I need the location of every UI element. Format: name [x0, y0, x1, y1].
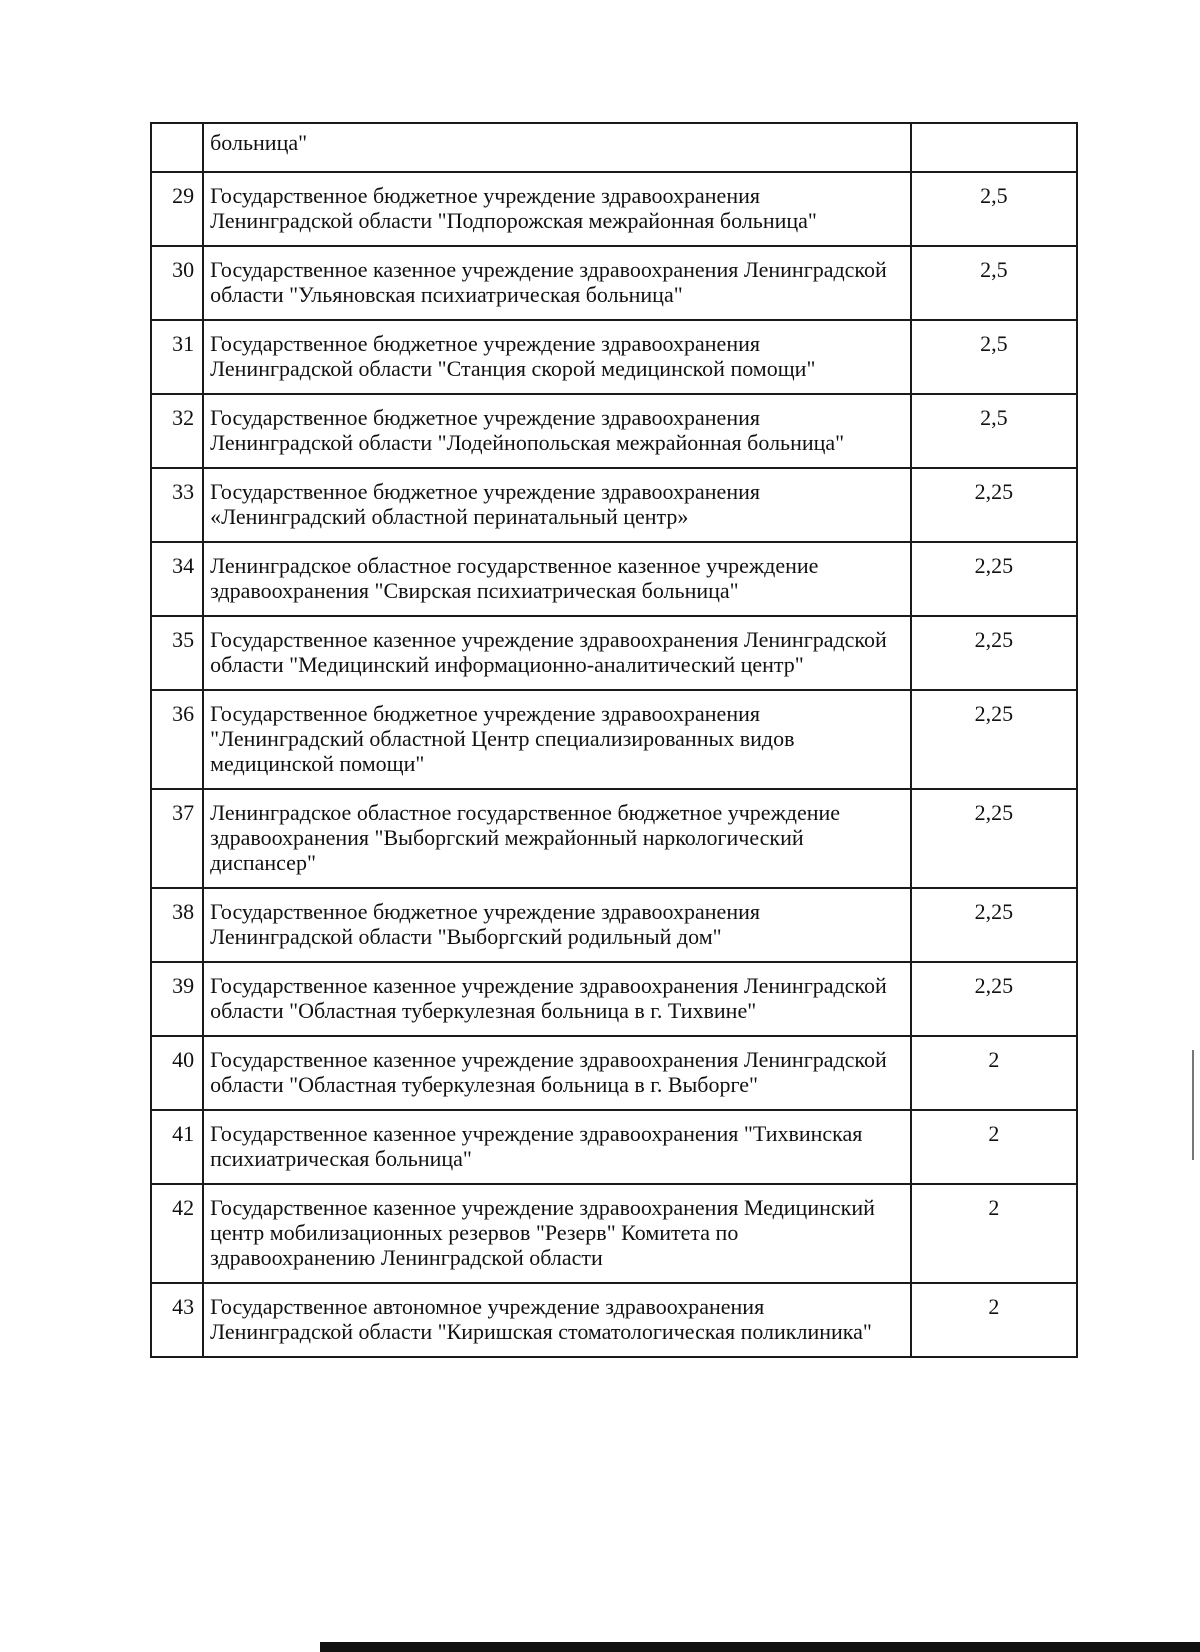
table-row — [151, 468, 1077, 542]
row-number: 32 — [151, 394, 203, 468]
coefficient-value: 2,5 — [911, 320, 1077, 394]
institution-name: Государственное казенное учреждение здравоохранения Медицинский центр мобилизационных резервов "Резерв" Комитета по здравоохранению Ленинградской области — [203, 1184, 911, 1283]
row-number: 38 — [151, 888, 203, 962]
row-number: 42 — [151, 1184, 203, 1283]
coefficient-value: 2,25 — [911, 542, 1077, 616]
coefficient-value: 2 — [911, 1110, 1077, 1184]
row-number: 30 — [151, 246, 203, 320]
table-row — [151, 1036, 1077, 1110]
table-row — [151, 394, 1077, 468]
institution-name: Государственное бюджетное учреждение здравоохранения Ленинградской области "Выборгский родильный дом" — [203, 888, 911, 962]
row-number — [151, 123, 203, 172]
coefficient-value: 2,25 — [911, 468, 1077, 542]
table-row — [151, 1110, 1077, 1184]
table-row — [151, 690, 1077, 789]
scan-bottom-bar — [320, 1642, 1200, 1652]
institution-name: больница" — [203, 123, 911, 172]
institution-name: Государственное бюджетное учреждение здравоохранения "Ленинградский областной Центр специализированных видов медицинской помощи" — [203, 690, 911, 789]
row-number: 37 — [151, 789, 203, 888]
coefficient-value: 2,25 — [911, 616, 1077, 690]
table-row — [151, 789, 1077, 888]
coefficient-value: 2,25 — [911, 690, 1077, 789]
coefficient-value: 2 — [911, 1036, 1077, 1110]
table-row — [151, 888, 1077, 962]
coefficient-value: 2 — [911, 1283, 1077, 1357]
row-number: 43 — [151, 1283, 203, 1357]
institutions-table — [150, 122, 1078, 1358]
institution-name: Государственное бюджетное учреждение здравоохранения Ленинградской области "Лодейнопольская межрайонная больница" — [203, 394, 911, 468]
institution-name: Государственное казенное учреждение здравоохранения Ленинградской области "Областная туберкулезная больница в г. Тихвине" — [203, 962, 911, 1036]
row-number: 41 — [151, 1110, 203, 1184]
table-row — [151, 1184, 1077, 1283]
institution-name: Государственное бюджетное учреждение здравоохранения Ленинградской области "Станция скорой медицинской помощи" — [203, 320, 911, 394]
table-row — [151, 246, 1077, 320]
table-row — [151, 172, 1077, 246]
institution-name: Государственное казенное учреждение здравоохранения Ленинградской области "Ульяновская психиатрическая больница" — [203, 246, 911, 320]
coefficient-value — [911, 123, 1077, 172]
coefficient-value: 2,5 — [911, 172, 1077, 246]
institution-name: Ленинградское областное государственное казенное учреждение здравоохранения "Свирская психиатрическая больница" — [203, 542, 911, 616]
row-number: 33 — [151, 468, 203, 542]
institution-name: Ленинградское областное государственное бюджетное учреждение здравоохранения "Выборгский межрайонный наркологический диспансер" — [203, 789, 911, 888]
institution-name: Государственное автономное учреждение здравоохранения Ленинградской области "Киришская стоматологическая поликлиника" — [203, 1283, 911, 1357]
row-number: 35 — [151, 616, 203, 690]
scan-edge-mark — [1192, 1050, 1194, 1160]
row-number: 29 — [151, 172, 203, 246]
institution-name: Государственное казенное учреждение здравоохранения Ленинградской области "Медицинский информационно-аналитический центр" — [203, 616, 911, 690]
institution-name: Государственное казенное учреждение здравоохранения Ленинградской области "Областная туберкулезная больница в г. Выборге" — [203, 1036, 911, 1110]
coefficient-value: 2,5 — [911, 246, 1077, 320]
coefficient-value: 2,25 — [911, 888, 1077, 962]
row-number: 39 — [151, 962, 203, 1036]
coefficient-value: 2,25 — [911, 789, 1077, 888]
table-row — [151, 123, 1077, 172]
row-number: 31 — [151, 320, 203, 394]
institution-name: Государственное казенное учреждение здравоохранения "Тихвинская психиатрическая больница" — [203, 1110, 911, 1184]
table-row — [151, 320, 1077, 394]
table-row — [151, 962, 1077, 1036]
table-body — [151, 123, 1077, 1357]
row-number: 36 — [151, 690, 203, 789]
row-number: 40 — [151, 1036, 203, 1110]
table-row — [151, 616, 1077, 690]
coefficient-value: 2,25 — [911, 962, 1077, 1036]
institution-name: Государственное бюджетное учреждение здравоохранения «Ленинградский областной перинатальный центр» — [203, 468, 911, 542]
coefficient-value: 2 — [911, 1184, 1077, 1283]
row-number: 34 — [151, 542, 203, 616]
coefficient-value: 2,5 — [911, 394, 1077, 468]
institution-name: Государственное бюджетное учреждение здравоохранения Ленинградской области "Подпорожская межрайонная больница" — [203, 172, 911, 246]
table-row — [151, 1283, 1077, 1357]
table-row — [151, 542, 1077, 616]
